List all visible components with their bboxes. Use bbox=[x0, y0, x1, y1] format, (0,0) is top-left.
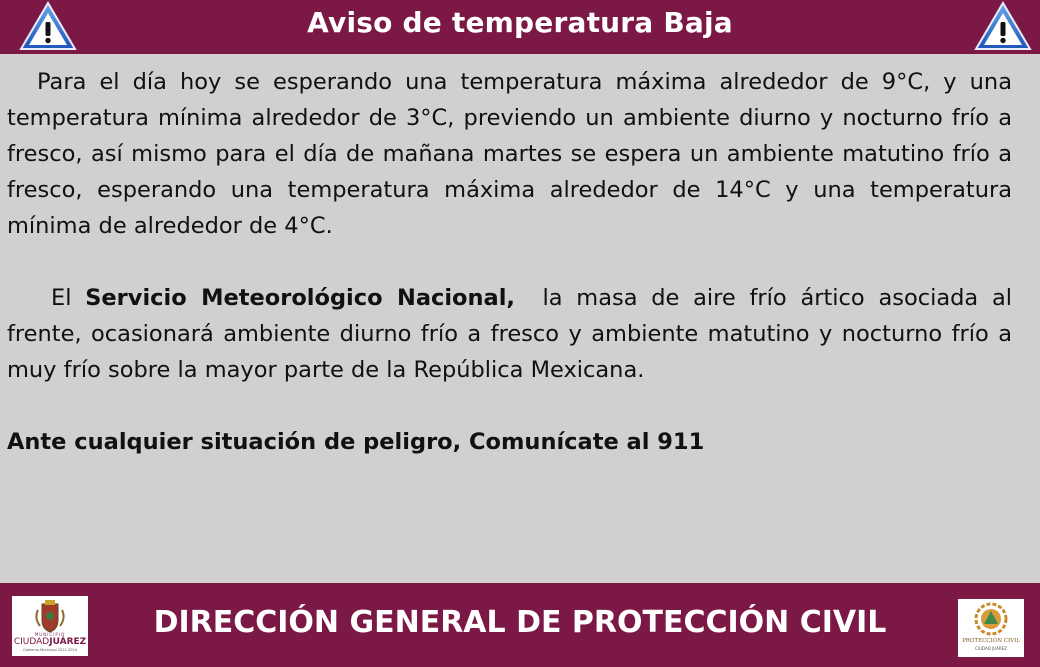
proteccion-civil-logo bbox=[958, 599, 1024, 657]
warning-triangle-icon bbox=[973, 0, 1033, 52]
smn-paragraph bbox=[7, 280, 1020, 388]
footer-title: DIRECCIÓN GENERAL DE PROTECCIÓN CIVIL bbox=[153, 605, 887, 640]
emergency-call-text: Ante cualquier situación de peligro, Comunícate al 911 bbox=[7, 429, 705, 455]
logo-brand-juarez: JUÁREZ bbox=[49, 637, 87, 647]
smn-text: la masa de aire frío ártico asociada al frente, ocasionará ambiente diurno frío a fresco y ambiente matutino y nocturno frío a muy frío sobre la mayor parte de la República Mexicana. bbox=[7, 285, 1020, 383]
logo-tagline: Gobierno Municipal 2021-2024 bbox=[23, 648, 77, 652]
smn-prefix: El bbox=[51, 285, 86, 311]
header-bar bbox=[0, 0, 1040, 54]
footer-bar bbox=[0, 583, 1040, 667]
logo-top-text: MUNICIPIO bbox=[34, 632, 66, 637]
smn-name: Servicio Meteorológico Nacional, bbox=[85, 285, 515, 311]
page-title: Aviso de temperatura Baja bbox=[307, 6, 733, 39]
notice-body bbox=[7, 64, 1020, 460]
logo-line1: PROTECCIÓN CIVIL bbox=[962, 638, 1020, 644]
forecast-paragraph: Para el día hoy se esperando una temperatura máxima alrededor de 9°C, y una temperatura mínima alrededor de 3°C, previendo un ambiente diurno y nocturno frío a fresco, así mismo para el día de mañana martes se espera un ambiente matutino frío a fresco, esperando una temperatura máxima alrededor de 14°C y una temperatura mínima de alrededor de 4°C. bbox=[7, 69, 1012, 239]
logo-line2: CIUDAD JUÁREZ bbox=[975, 646, 1007, 651]
logo-brand-ciudad: CIUDAD bbox=[13, 637, 50, 647]
